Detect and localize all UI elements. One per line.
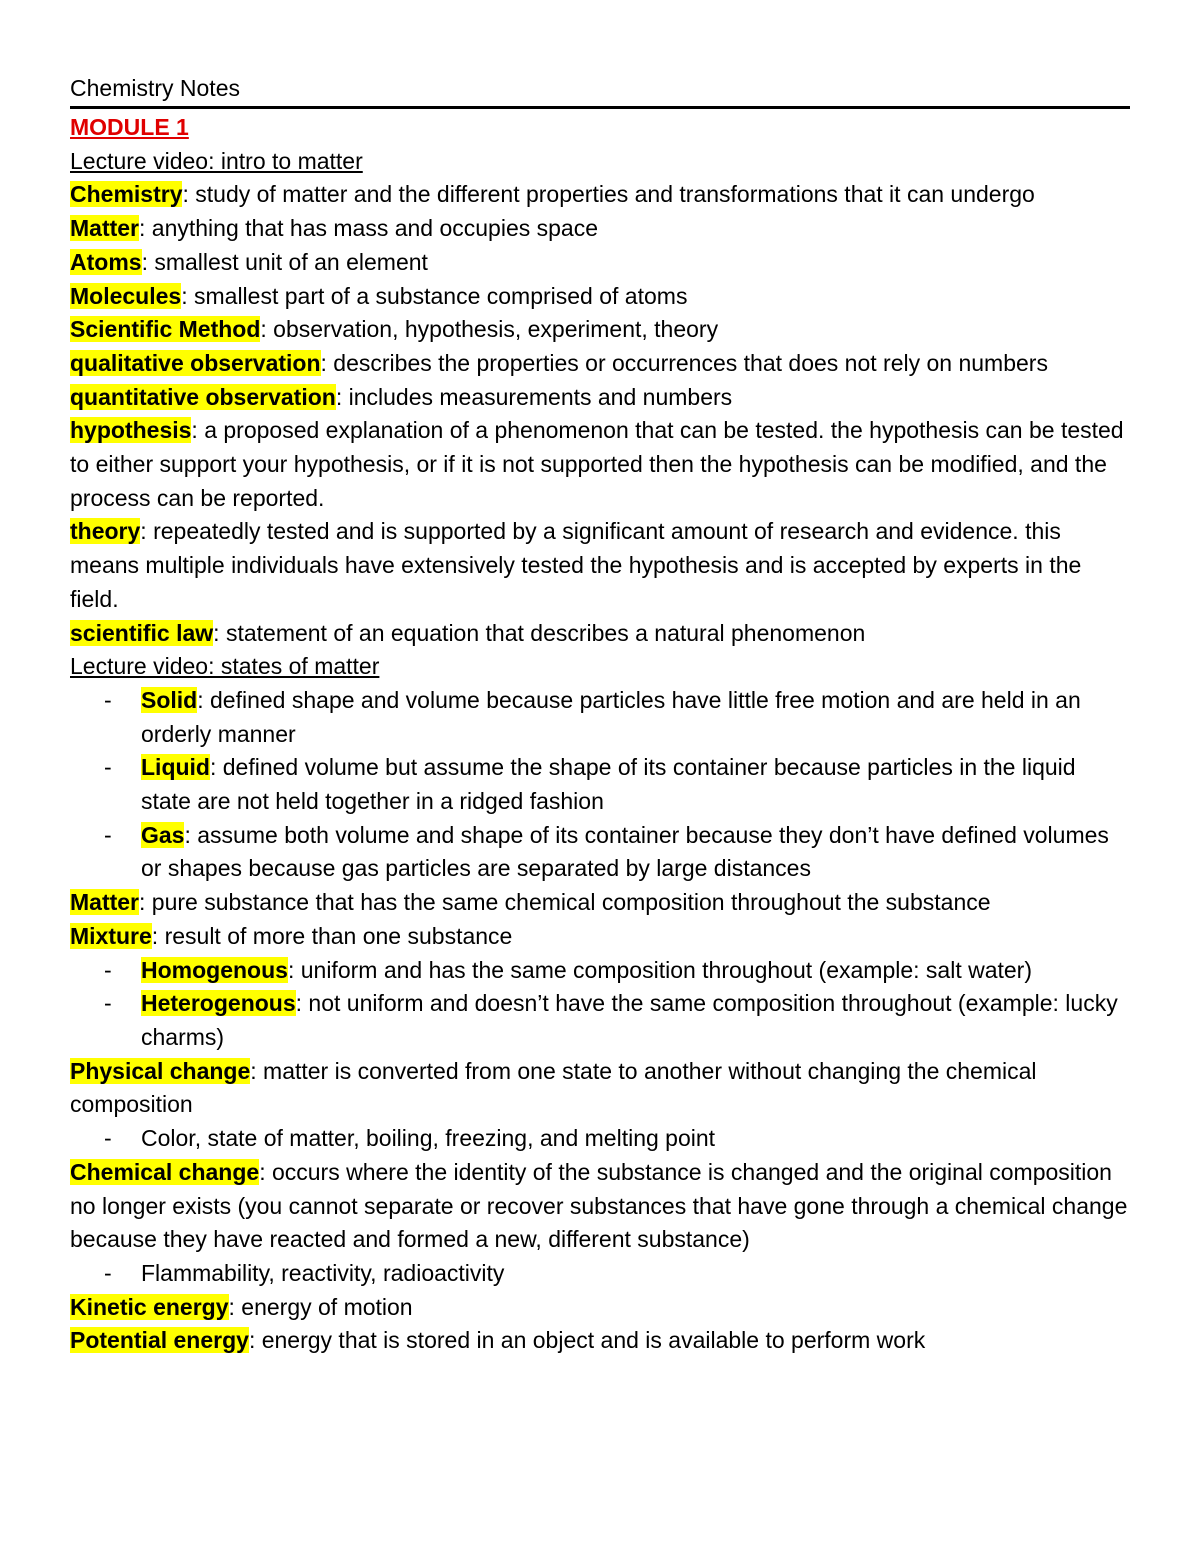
definition-text: : not uniform and doesn’t have the same composition throughout (example: lucky charms) xyxy=(141,990,1118,1050)
definition-scientific-method xyxy=(70,313,1130,347)
module-heading xyxy=(70,111,1130,145)
bullet-dash: - xyxy=(104,956,112,983)
definition-text: : statement of an equation that describes a natural phenomenon xyxy=(213,619,866,646)
term: Physical change xyxy=(70,1057,251,1084)
header-rule xyxy=(70,106,1130,109)
module-heading-text: MODULE 1 xyxy=(70,114,189,140)
bullet-dash: - xyxy=(104,754,112,781)
term: quantitative observation xyxy=(70,383,336,410)
term: Solid xyxy=(141,686,198,713)
definition-chemistry xyxy=(70,178,1130,212)
bullet-dash: - xyxy=(104,1259,112,1286)
definition-text: : result of more than one substance xyxy=(151,922,513,949)
term: Chemical change xyxy=(70,1158,260,1185)
term: theory xyxy=(70,518,141,545)
lecture-heading-intro xyxy=(70,145,1130,179)
definition-text: : study of matter and the different properties and transformations that it can undergo xyxy=(182,181,1035,208)
term: hypothesis xyxy=(70,417,192,444)
definition-text: : anything that has mass and occupies space xyxy=(139,215,599,242)
bullet-dash: - xyxy=(104,990,112,1017)
term: Matter xyxy=(70,889,140,916)
definition-molecules xyxy=(70,280,1130,314)
definition-text: : assume both volume and shape of its container because they don’t have defined volumes or shapes because gas particles are separated by large distances xyxy=(141,821,1109,882)
definition-chemical-change xyxy=(70,1156,1130,1257)
bullet-solid xyxy=(70,684,1130,751)
term: qualitative observation xyxy=(70,349,321,376)
term: Matter xyxy=(70,215,140,242)
definition-text: : uniform and has the same composition throughout (example: salt water) xyxy=(287,956,1032,983)
definition-text: : a proposed explanation of a phenomenon that can be tested. the hypothesis can be tested to either support your hypothesis, or if it is not supported then the hypothesis can be modified, and the process can be reported. xyxy=(70,417,1124,511)
bullet-heterogenous xyxy=(70,987,1130,1054)
term: Mixture xyxy=(70,922,152,949)
definition-matter-pure xyxy=(70,886,1130,920)
definition-text: : matter is converted from one state to another without changing the chemical composition xyxy=(70,1057,1037,1118)
definition-physical-change xyxy=(70,1055,1130,1122)
lecture-heading-states-text: Lecture video: states of matter xyxy=(70,653,380,680)
definition-text: : includes measurements and numbers xyxy=(335,383,733,410)
definition-text: : pure substance that has the same chemical composition throughout the substance xyxy=(139,889,991,916)
definition-scientific-law xyxy=(70,617,1130,651)
definition-text: : defined volume but assume the shape of its container because particles in the liquid state are not held together in a ridged fashion xyxy=(141,754,1076,815)
definition-text: : observation, hypothesis, experiment, theory xyxy=(260,316,719,343)
definition-quantitative xyxy=(70,381,1130,415)
bullet-dash: - xyxy=(104,686,112,713)
definition-hypothesis xyxy=(70,414,1130,515)
term: Heterogenous xyxy=(141,990,296,1017)
definition-kinetic-energy xyxy=(70,1291,1130,1325)
term: Gas xyxy=(141,821,185,848)
definition-text: : occurs where the identity of the substance is changed and the original composition no longer exists (you cannot separate or recover substances that have gone through a chemical change because they have reacted and formed a new, different substance) xyxy=(70,1158,1128,1253)
term: Liquid xyxy=(141,754,210,781)
term: Homogenous xyxy=(141,956,288,983)
term: Potential energy xyxy=(70,1327,249,1354)
document-title: Chemistry Notes xyxy=(70,75,240,101)
definition-qualitative xyxy=(70,347,1130,381)
bullet-gas xyxy=(70,819,1130,886)
lecture-heading-intro-text: Lecture video: intro to matter xyxy=(70,147,363,174)
term: Atoms xyxy=(70,248,142,275)
definition-text: : smallest part of a substance comprised of atoms xyxy=(181,282,688,309)
bullet-dash: - xyxy=(104,1125,112,1152)
term: Scientific Method xyxy=(70,316,261,343)
definition-theory xyxy=(70,515,1130,616)
bullet-dash: - xyxy=(104,821,112,848)
bullet-chemical-examples xyxy=(70,1257,1130,1291)
definition-text: : repeatedly tested and is supported by a significant amount of research and evidence. this means multiple individuals have extensively tested the hypothesis and is accepted by experts in the field. xyxy=(70,518,1082,612)
lecture-heading-states xyxy=(70,650,1130,684)
term: Kinetic energy xyxy=(70,1293,229,1320)
term: scientific law xyxy=(70,619,214,646)
definition-mixture xyxy=(70,920,1130,954)
document-page xyxy=(70,72,1130,1358)
definition-text: : describes the properties or occurrences that does not rely on numbers xyxy=(320,349,1048,376)
bullet-physical-examples xyxy=(70,1122,1130,1156)
definition-matter xyxy=(70,212,1130,246)
definition-text: : defined shape and volume because particles have little free motion and are held in an orderly manner xyxy=(141,686,1081,747)
definition-text: : energy of motion xyxy=(228,1293,413,1320)
definition-atoms xyxy=(70,246,1130,280)
definition-potential-energy xyxy=(70,1324,1130,1358)
definition-text: : smallest unit of an element xyxy=(141,248,428,275)
bullet-text: Color, state of matter, boiling, freezing, and melting point xyxy=(141,1125,716,1152)
term: Chemistry xyxy=(70,181,183,208)
bullet-liquid xyxy=(70,751,1130,818)
bullet-homogenous xyxy=(70,954,1130,988)
definition-text: : energy that is stored in an object and is available to perform work xyxy=(248,1327,926,1354)
term: Molecules xyxy=(70,282,182,309)
bullet-text: Flammability, reactivity, radioactivity xyxy=(141,1259,505,1286)
